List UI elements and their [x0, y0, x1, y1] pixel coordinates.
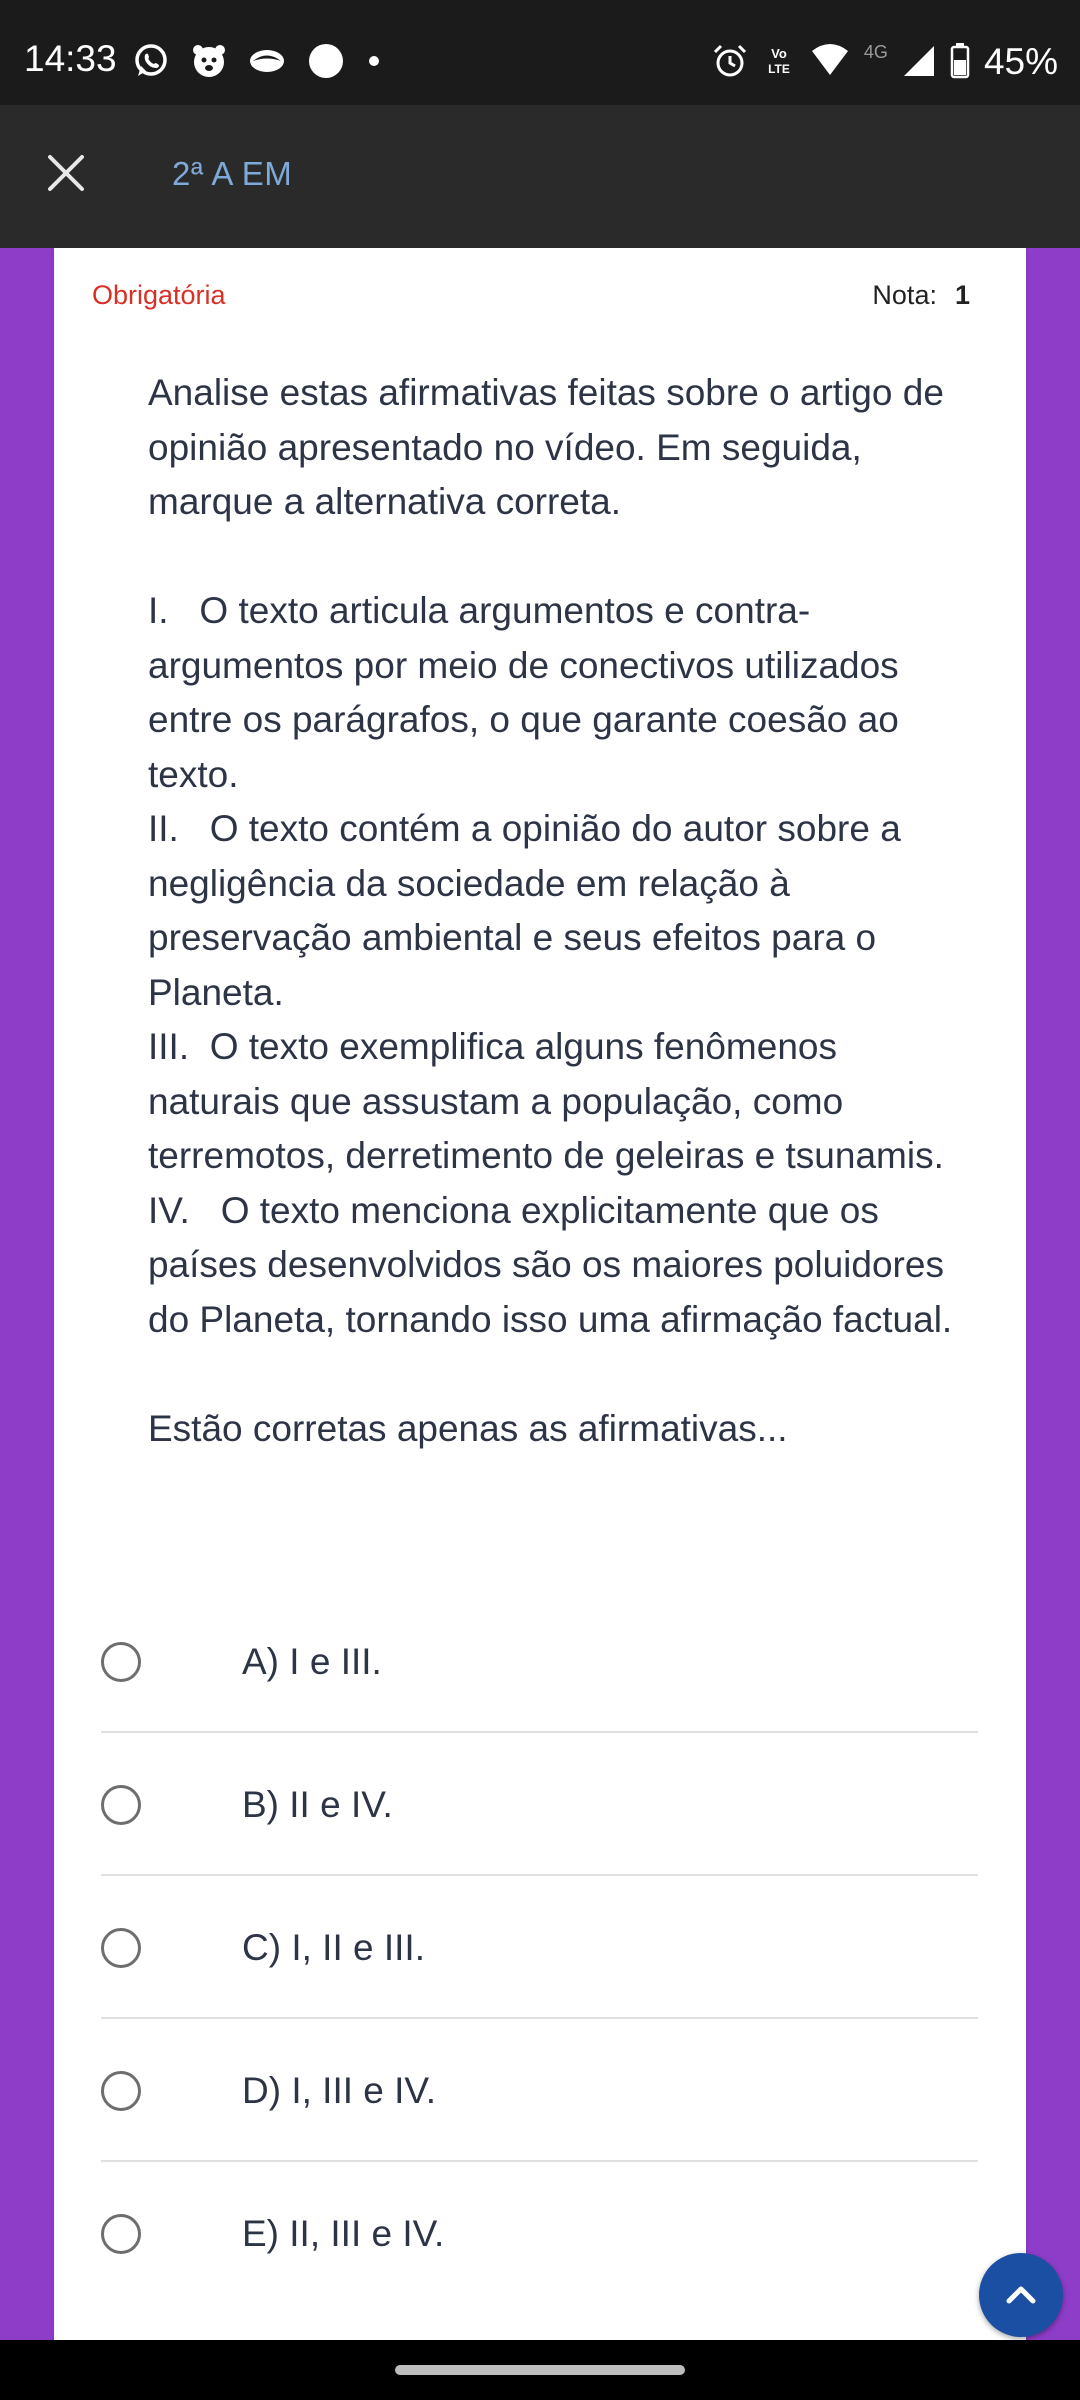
svg-text:Vo: Vo [771, 46, 787, 61]
statement-text: O texto menciona explicitamente que os países desenvolvidos são os maiores poluidores do Planeta, tornando isso uma afirmação factual. [148, 1189, 953, 1340]
radio-button[interactable] [101, 2071, 141, 2111]
option-label: C) I, II e III. [242, 1927, 425, 1968]
dot-icon [366, 53, 382, 69]
radio-button[interactable] [101, 1785, 141, 1825]
statement-text: O texto contém a opinião do autor sobre a negligência da sociedade em relação à preservação ambiental e seus efeitos para o Planeta. [148, 808, 901, 1013]
battery-icon [950, 43, 970, 79]
whatsapp-icon [132, 42, 170, 80]
grade-value: 1 [954, 280, 970, 310]
status-bar [0, 0, 1080, 105]
statement-number: II. [148, 808, 179, 849]
alarm-icon [712, 43, 748, 79]
network-type: 4G [863, 41, 888, 62]
statement-number: I. [148, 590, 169, 631]
answer-options [101, 1590, 978, 2305]
gallery-icon [190, 42, 228, 80]
option-c[interactable] [101, 1876, 978, 2019]
statement-1 [148, 584, 968, 802]
close-icon [47, 154, 85, 192]
wifi-icon [810, 43, 850, 79]
close-button[interactable] [36, 143, 96, 203]
battery-percentage: 45% [983, 40, 1058, 82]
class-title: 2ª A EM [172, 155, 293, 192]
question-card [54, 248, 1026, 2340]
scroll-to-top-button[interactable] [979, 2253, 1063, 2337]
statement-4 [148, 1184, 968, 1348]
grade [872, 280, 970, 311]
option-e[interactable] [101, 2162, 978, 2305]
radio-button[interactable] [101, 2214, 141, 2254]
option-a[interactable] [101, 1590, 978, 1733]
statement-number: IV. [148, 1189, 190, 1231]
option-b[interactable] [101, 1733, 978, 1876]
radio-button[interactable] [101, 1642, 141, 1682]
question-text [148, 366, 968, 1456]
statement-2 [148, 802, 968, 1020]
option-d[interactable] [101, 2019, 978, 2162]
option-label: D) I, III e IV. [242, 2070, 436, 2111]
question-intro: Analise estas afirmativas feitas sobre o artigo de opinião apresentado no vídeo. Em seguida, marque a alternativa correta. [148, 372, 944, 522]
navigation-bar [0, 2340, 1080, 2400]
status-time: 14:33 [24, 38, 117, 79]
system-icons [712, 40, 1058, 82]
app-bar [0, 105, 1080, 248]
statement-text: O texto exemplifica alguns fenômenos naturais que assustam a população, como terremotos, derretimento de geleiras e tsunamis. [148, 1026, 944, 1176]
record-icon [306, 41, 346, 81]
svg-text:LTE: LTE [768, 62, 790, 76]
statement-number: III. [148, 1026, 190, 1067]
volte-icon [762, 44, 796, 78]
media-icon [248, 42, 286, 80]
notification-icons [132, 40, 382, 82]
statement-3 [148, 1020, 968, 1184]
home-gesture-handle[interactable] [395, 2365, 685, 2375]
grade-label: Nota: [872, 280, 937, 310]
chevron-up-icon [1001, 2275, 1041, 2315]
statement-text: O texto articula argumentos e contra-argumentos por meio de conectivos utilizados entre os parágrafos, o que garante coesão ao texto. [148, 590, 899, 795]
radio-button[interactable] [101, 1928, 141, 1968]
question-prompt: Estão corretas apenas as afirmativas... [148, 1407, 788, 1449]
option-label: B) II e IV. [242, 1784, 393, 1825]
required-label: Obrigatória [92, 280, 226, 310]
signal-icon [902, 44, 936, 78]
option-label: A) I e III. [242, 1641, 382, 1682]
option-label: E) II, III e IV. [242, 2213, 445, 2254]
